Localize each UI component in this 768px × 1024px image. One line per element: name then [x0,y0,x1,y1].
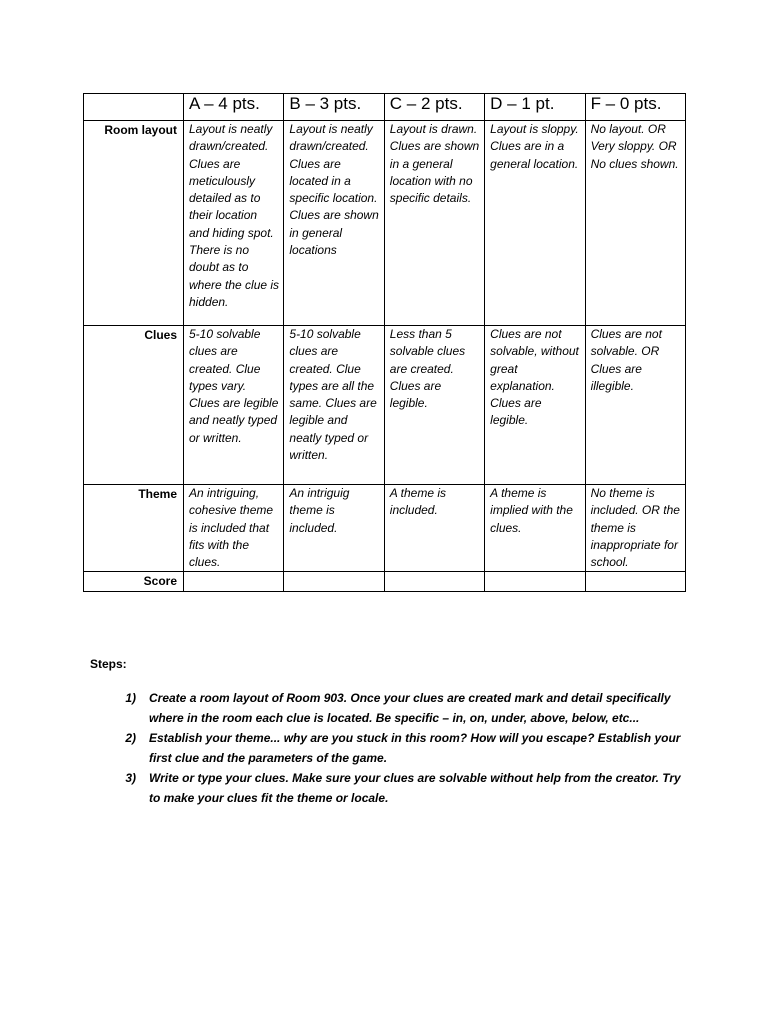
row-label-clues: Clues [84,326,184,485]
header-grade-b: B – 3 pts. [284,94,384,121]
cell-theme-b: An intriguig theme is included. [284,485,384,572]
rubric-header-row [84,94,686,121]
steps-heading: Steps: [90,657,127,671]
rubric-row-room-layout [84,121,686,326]
row-label-theme: Theme [84,485,184,572]
cell-clues-b: 5-10 solvable clues are created. Clue types are all the same. Clues are legible and neatly typed or written. [284,326,384,485]
row-label-score: Score [84,572,184,592]
cell-theme-d: A theme is implied with the clues. [485,485,585,572]
cell-score-c [384,572,484,592]
header-blank [84,94,184,121]
cell-score-a [184,572,284,592]
cell-theme-f: No theme is included. OR the theme is inappropriate for school. [585,485,685,572]
header-grade-f: F – 0 pts. [585,94,685,121]
cell-score-f [585,572,685,592]
cell-score-b [284,572,384,592]
cell-room-layout-d: Layout is sloppy. Clues are in a general location. [485,121,585,326]
cell-room-layout-a: Layout is neatly drawn/created. Clues are meticulously detailed as to their location and hiding spot. There is no doubt as to where the clue is hidden. [184,121,284,326]
cell-clues-f: Clues are not solvable. OR Clues are illegible. [585,326,685,485]
header-grade-a: A – 4 pts. [184,94,284,121]
steps-list [90,688,690,808]
cell-clues-c: Less than 5 solvable clues are created. Clues are legible. [384,326,484,485]
cell-room-layout-b: Layout is neatly drawn/created. Clues are located in a specific location. Clues are shown in general locations [284,121,384,326]
cell-room-layout-c: Layout is drawn. Clues are shown in a general location with no specific details. [384,121,484,326]
cell-clues-a: 5-10 solvable clues are created. Clue types vary. Clues are legible and neatly typed or written. [184,326,284,485]
step-number: 2) [125,731,136,745]
step-number: 3) [125,771,136,785]
rubric-row-theme [84,485,686,572]
step-item [90,728,690,768]
header-grade-c: C – 2 pts. [384,94,484,121]
cell-score-d [485,572,585,592]
step-item [90,768,690,808]
cell-theme-c: A theme is included. [384,485,484,572]
cell-theme-a: An intriguing, cohesive theme is included that fits with the clues. [184,485,284,572]
cell-room-layout-f: No layout. OR Very sloppy. OR No clues shown. [585,121,685,326]
row-label-room-layout: Room layout [84,121,184,326]
step-text: Write or type your clues. Make sure your clues are solvable without help from the creator. Try to make your clues fit the theme or locale. [149,771,681,805]
step-number: 1) [125,691,136,705]
rubric-row-score [84,572,686,592]
cell-clues-d: Clues are not solvable, without great explanation. Clues are legible. [485,326,585,485]
rubric-row-clues [84,326,686,485]
step-text: Establish your theme... why are you stuck in this room? How will you escape? Establish your first clue and the parameters of the game. [149,731,681,765]
step-text: Create a room layout of Room 903. Once your clues are created mark and detail specifically where in the room each clue is located. Be specific – in, on, under, above, below, etc... [149,691,671,725]
rubric-table [83,93,686,592]
step-item [90,688,690,728]
header-grade-d: D – 1 pt. [485,94,585,121]
